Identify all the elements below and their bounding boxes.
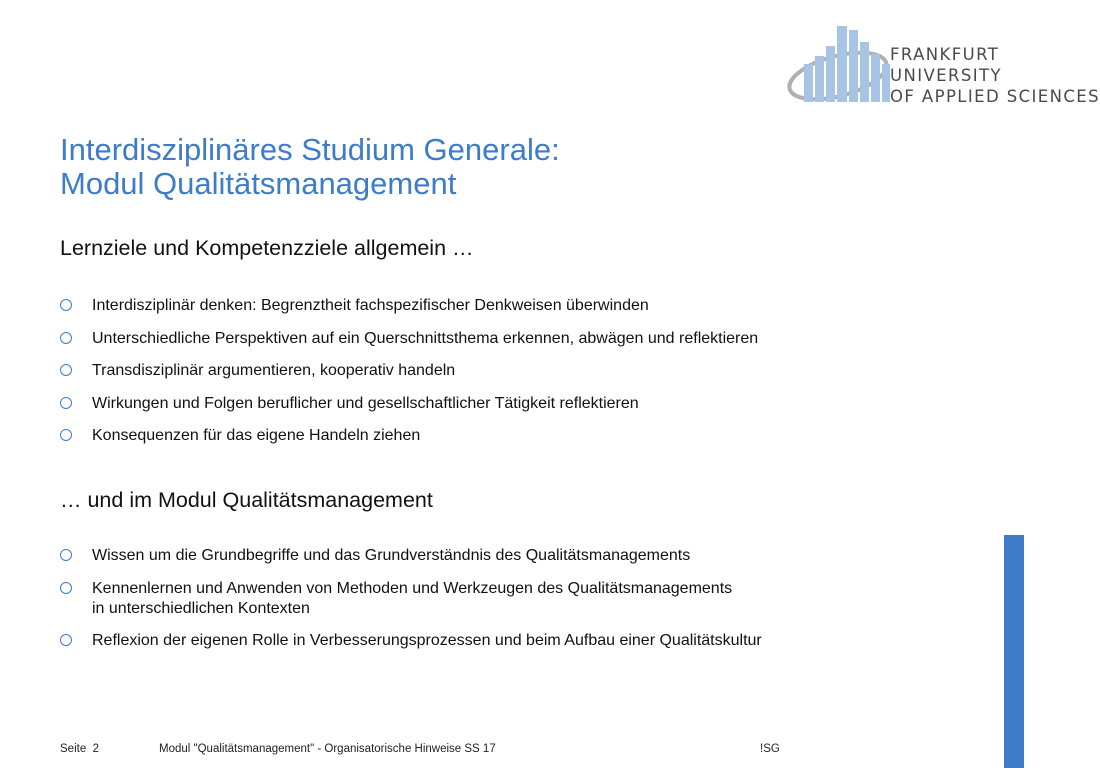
- list-item: [60, 631, 762, 651]
- list-item: [60, 296, 758, 316]
- slide-title-line-1: Interdisziplinäres Studium Generale:: [60, 132, 560, 167]
- bullet-circle-icon: [60, 549, 72, 561]
- page-label: Seite: [60, 743, 87, 755]
- bullet-circle-icon: [60, 299, 72, 311]
- page-number: 2: [92, 743, 100, 755]
- list-item-text: Konsequenzen für das eigene Handeln ziehen: [92, 427, 421, 444]
- footer-right-text: !SG: [760, 743, 780, 755]
- section-heading-general: Lernziele und Kompetenzziele allgemein …: [60, 236, 474, 260]
- list-item-text: Wissen um die Grundbegriffe und das Grundverständnis des Qualitätsmanagements: [92, 547, 691, 564]
- list-item: [60, 546, 762, 566]
- list-item-continuation: in unterschiedlichen Kontexten: [92, 599, 310, 617]
- list-item-text: Reflexion der eigenen Rolle in Verbesserungsprozessen und beim Aufbau einer Qualitätskultur: [92, 632, 762, 649]
- bullet-circle-icon: [60, 332, 72, 344]
- list-item-text: Interdisziplinär denken: Begrenztheit fachspezifischer Denkweisen überwinden: [92, 297, 649, 314]
- logo-text: [890, 44, 1100, 107]
- logo-line-2: UNIVERSITY: [890, 66, 1002, 85]
- logo-line-1: FRANKFURT: [890, 45, 1000, 64]
- list-item-text: Kennenlernen und Anwenden von Methoden und Werkzeugen des Qualitätsmanagements: [92, 579, 733, 597]
- accent-bar: [1004, 535, 1024, 768]
- university-logo: [786, 20, 1100, 115]
- section-heading-module: … und im Modul Qualitätsmanagement: [60, 488, 433, 512]
- slide-title: [60, 133, 560, 201]
- bullet-circle-icon: [60, 634, 72, 646]
- bullet-circle-icon: [60, 582, 72, 594]
- list-item: [60, 394, 758, 414]
- list-item-text: Transdisziplinär argumentieren, kooperativ handeln: [92, 362, 456, 379]
- list-item: [60, 329, 758, 349]
- bullet-circle-icon: [60, 364, 72, 376]
- footer-page: [60, 743, 99, 755]
- slide-title-line-2: Modul Qualitätsmanagement: [60, 166, 457, 201]
- bullet-circle-icon: [60, 429, 72, 441]
- list-item: [60, 426, 758, 446]
- list-item: [60, 361, 758, 381]
- bullet-list-general: [60, 296, 758, 459]
- list-item-text: Wirkungen und Folgen beruflicher und gesellschaftlicher Tätigkeit reflektieren: [92, 394, 639, 412]
- logo-line-3: OF APPLIED SCIENCES: [890, 87, 1100, 106]
- list-item-text: Unterschiedliche Perspektiven auf ein Querschnittsthema erkennen, abwägen und reflektieren: [92, 329, 759, 347]
- footer-center-text: Modul "Qualitätsmanagement" - Organisatorische Hinweise SS 17: [159, 743, 496, 755]
- logo-mark-icon: [786, 20, 906, 115]
- list-item: [60, 579, 762, 619]
- bullet-list-module: [60, 546, 762, 664]
- bullet-circle-icon: [60, 397, 72, 409]
